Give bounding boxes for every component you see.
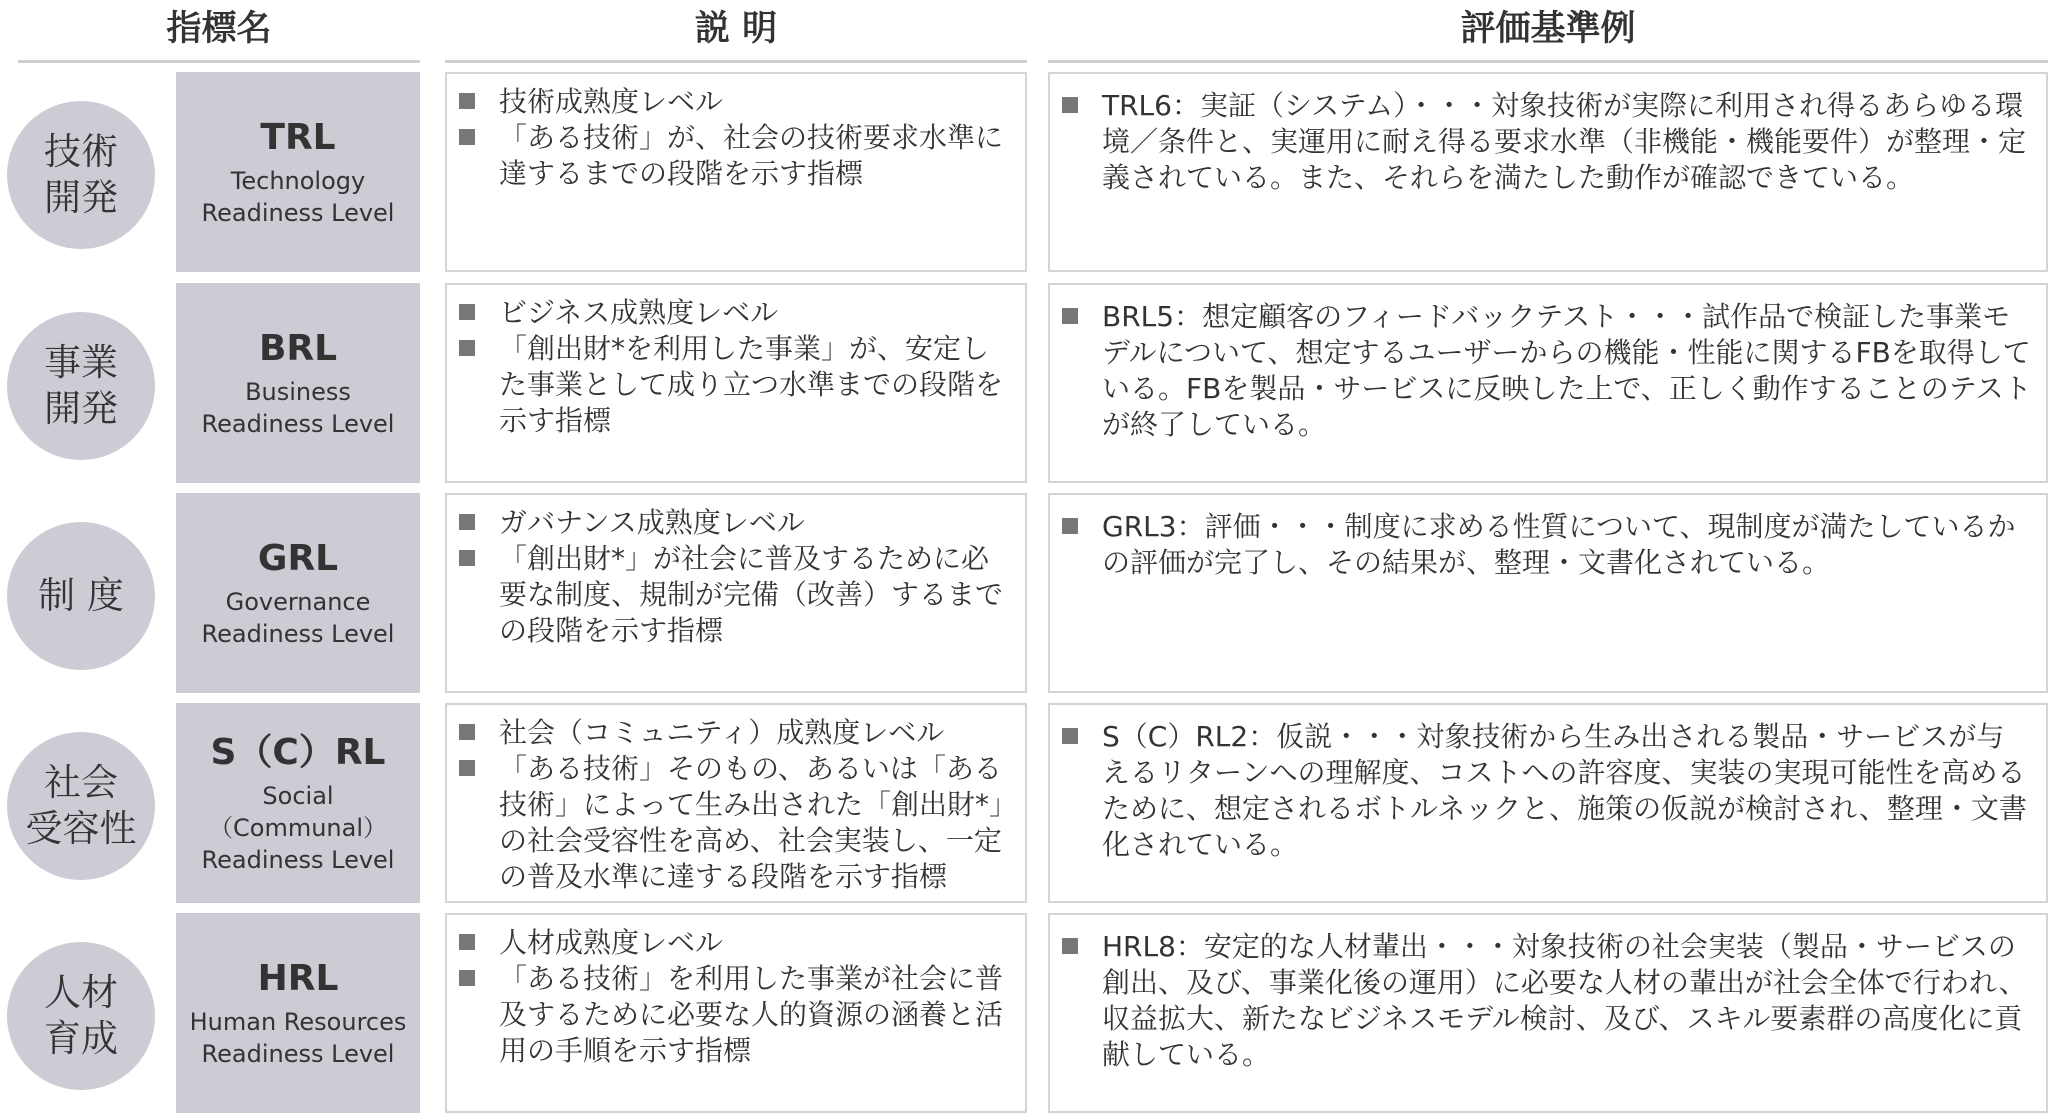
description-line: 「創出財*」が社会に普及するために必要な制度、規制が完備（改善）するまでの段階を示す指標 [499, 542, 1004, 647]
criteria-panel [1048, 283, 2048, 483]
criteria-text: S（C）RL2：仮説・・・対象技術から生み出される製品・サービスが与えるリターンへの理解度、コストへの許容度、実装の実現可能性を高めるために、想定されるボトルネックと、施策の仮説が検討され、整理・文書化されている。 [1102, 720, 2027, 861]
code-box [176, 283, 420, 483]
category-circle: 制 度 [7, 522, 155, 670]
criteria-panel [1048, 913, 2048, 1113]
category-circle: 事業 開発 [7, 312, 155, 460]
category-circle: 人材 育成 [7, 942, 155, 1090]
indicator-fullname: Technology Readiness Level [201, 167, 395, 227]
bullet-square-icon [459, 550, 475, 566]
description-panel [445, 913, 1027, 1113]
bullet-square-icon [459, 760, 475, 776]
category-circle: 社会 受容性 [7, 732, 155, 880]
description-panel [445, 493, 1027, 693]
code-box [176, 72, 420, 272]
table-row-hrl [0, 913, 2048, 1113]
criteria-panel [1048, 703, 2048, 903]
indicator-fullname: Governance Readiness Level [201, 588, 395, 648]
description-line: 「ある技術」が、社会の技術要求水準に達するまでの段階を示す指標 [499, 121, 1004, 190]
description-line: 「ある技術」そのもの、あるいは「ある技術」によって生み出された「創出財*」の社会受容性を高め、社会実装し、一定の普及水準に達する段階を示す指標 [499, 752, 1004, 893]
bullet-square-icon [459, 970, 475, 986]
bullet-square-icon [1062, 938, 1078, 954]
indicator-code: HRL [257, 958, 339, 999]
bullet-square-icon [1062, 97, 1078, 113]
header-description: 説 明 [445, 0, 1027, 63]
criteria-panel [1048, 493, 2048, 693]
indicator-fullname: Human Resources Readiness Level [189, 1008, 407, 1068]
bullet-square-icon [1062, 518, 1078, 534]
bullet-square-icon [459, 304, 475, 320]
table-row-scrl [0, 703, 2048, 903]
indicator-code: TRL [260, 117, 336, 158]
bullet-square-icon [459, 340, 475, 356]
bullet-square-icon [459, 724, 475, 740]
description-line: 「創出財*を利用した事業」が、安定した事業として成り立つ水準までの段階を示す指標 [499, 332, 1004, 437]
header-criteria-example: 評価基準例 [1048, 0, 2048, 63]
category-circle: 技術 開発 [7, 101, 155, 249]
header-indicator-name: 指標名 [18, 0, 420, 63]
description-line: 「ある技術」を利用した事業が社会に普及するために必要な人的資源の涵養と活用の手順を示す指標 [499, 962, 1004, 1067]
bullet-square-icon [459, 129, 475, 145]
criteria-panel [1048, 72, 2048, 272]
description-line: ビジネス成熟度レベル [499, 296, 779, 329]
description-panel [445, 703, 1027, 903]
bullet-square-icon [1062, 728, 1078, 744]
table-row-brl [0, 283, 2048, 483]
bullet-square-icon [1062, 308, 1078, 324]
description-line: 技術成熟度レベル [499, 85, 724, 118]
criteria-text: BRL5：想定顧客のフィードバックテスト・・・試作品で検証した事業モデルについて、想定するユーザーからの機能・性能に関するFBを取得している。FBを製品・サービスに反映した上で、正しく動作することのテストが終了している。 [1102, 300, 2032, 441]
indicator-code: S（C）RL [210, 732, 386, 773]
code-box [176, 703, 420, 903]
code-box [176, 913, 420, 1113]
description-line: 社会（コミュニティ）成熟度レベル [499, 716, 945, 749]
table-row-grl [0, 493, 2048, 693]
criteria-text: HRL8：安定的な人材輩出・・・対象技術の社会実装（製品・サービスの創出、及び、事業化後の運用）に必要な人材の輩出が社会全体で行われ、収益拡大、新たなビジネスモデル検討、及び、スキル要素群の高度化に貢献している。 [1102, 930, 2027, 1071]
bullet-square-icon [459, 934, 475, 950]
criteria-text: GRL3：評価・・・制度に求める性質について、現制度が満たしているかの評価が完了し、その結果が、整理・文書化されている。 [1102, 510, 2016, 579]
table-row-trl [0, 72, 2048, 272]
description-panel [445, 283, 1027, 483]
description-line: 人材成熟度レベル [499, 926, 724, 959]
description-line: ガバナンス成熟度レベル [499, 506, 805, 539]
bullet-square-icon [459, 514, 475, 530]
indicator-code: BRL [258, 328, 338, 369]
indicator-code: GRL [257, 538, 339, 579]
description-panel [445, 72, 1027, 272]
code-box [176, 493, 420, 693]
indicator-fullname: Social （Communal） Readiness Level [201, 782, 395, 874]
criteria-text: TRL6：実証（システム）・・・対象技術が実際に利用され得るあらゆる環境／条件と、実運用に耐え得る要求水準（非機能・機能要件）が整理・定義されている。また、それらを満たした動作が確認できている。 [1102, 89, 2027, 194]
bullet-square-icon [459, 93, 475, 109]
indicator-fullname: Business Readiness Level [201, 378, 395, 438]
